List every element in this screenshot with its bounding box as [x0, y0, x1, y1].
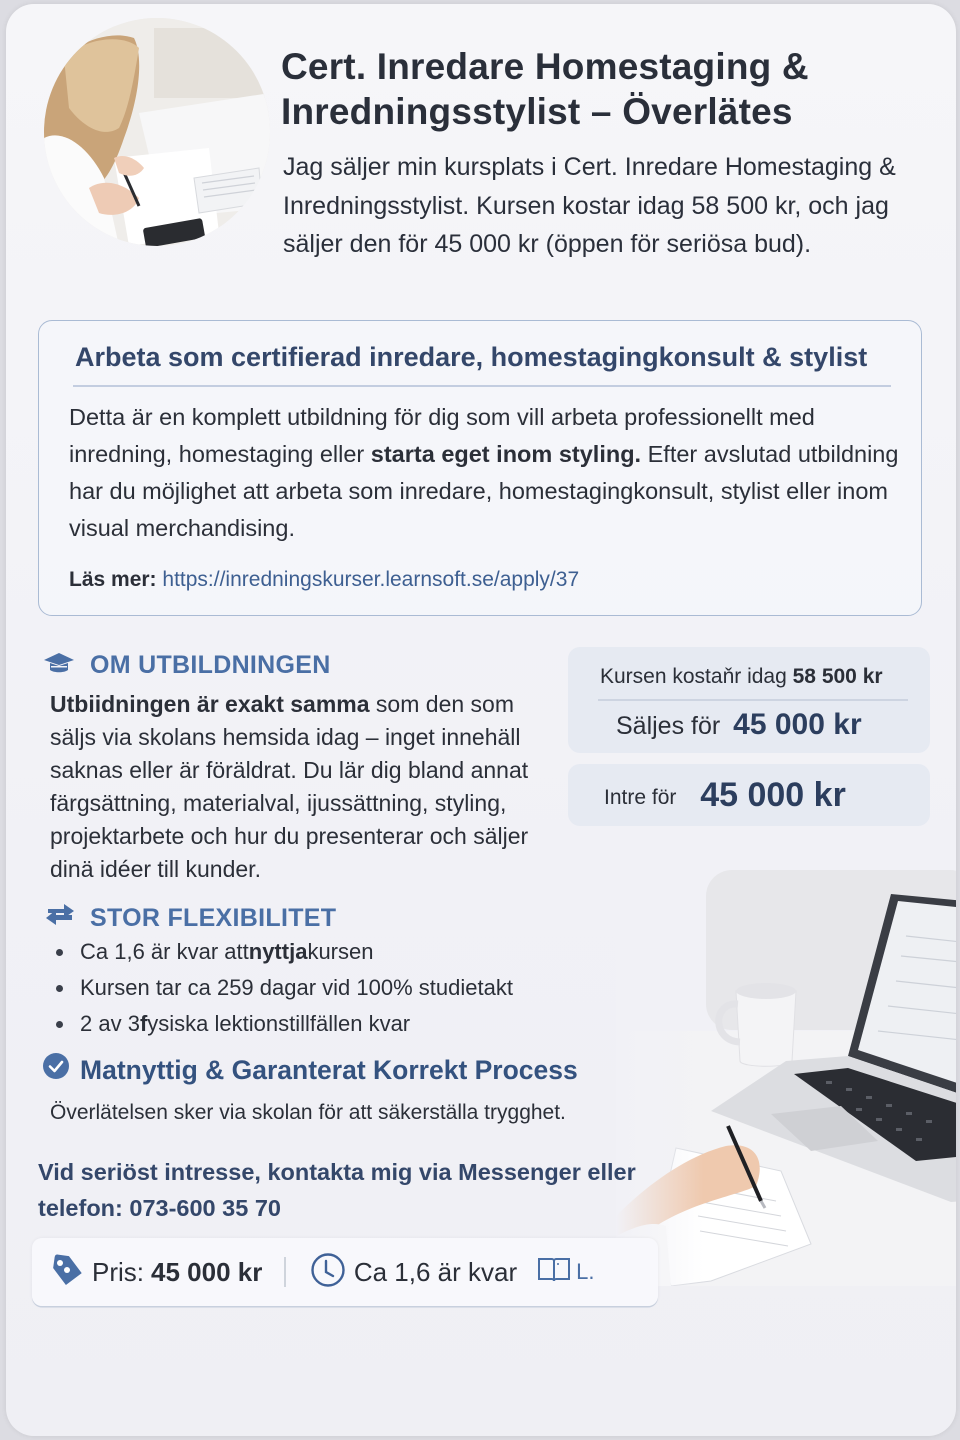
laptop-desk-photo: [616, 856, 956, 1286]
list-item-text: 2 av 3: [80, 1011, 140, 1036]
price-label: Pris:: [92, 1256, 144, 1287]
secondary-price-row: [604, 771, 846, 822]
list-item-text: kursen: [307, 939, 374, 964]
info-box-title: Arbeta som certifierad inredare, homestagingkonsult & stylist: [75, 342, 868, 372]
intro-text: Jag säljer min kursplats i Cert. Inredare Homestaging & Inredningsstylist. Kursen kostar idag 58 500 kr, och jag säljer den för 45 000 kr (öppen för seriösa bud).: [283, 153, 896, 258]
list-item-text: Kursen tar ca 259 dagar vid 100% studietakt: [80, 975, 513, 1000]
divider: [284, 1257, 286, 1287]
flexibility-list: [52, 934, 513, 1042]
listing-card: [6, 4, 956, 1436]
guarantee-heading: [42, 1052, 578, 1088]
about-body: [50, 688, 550, 886]
list-item: [52, 934, 513, 970]
contact-text: Vid seriöst intresse, kontakta mig via Messenger eller telefon: 073-600 35 70: [38, 1159, 636, 1221]
time-segment: [310, 1252, 517, 1293]
secondary-price-box: [568, 764, 930, 826]
check-circle-icon: [42, 1052, 70, 1088]
original-price-label: Kursen kostaňr idag: [600, 665, 787, 688]
bullet-icon: [56, 949, 63, 956]
read-more-link[interactable]: https://inredningskurser.learnsoft.se/apply/37: [162, 568, 580, 591]
bullet-icon: [56, 985, 63, 992]
price-summary-box: [568, 647, 930, 753]
list-item-text: ysiska lektionstillfällen kvar: [147, 1011, 411, 1036]
more-segment[interactable]: [537, 1256, 594, 1289]
secondary-price-value: 45 000 kr: [700, 776, 846, 814]
price-value: 45 000 kr: [151, 1256, 263, 1287]
list-item-bold: f: [139, 1011, 148, 1036]
divider: [598, 699, 908, 701]
price-segment: [50, 1253, 262, 1292]
sale-price-label: Säljes för: [616, 712, 721, 740]
graduation-cap-icon: [42, 650, 76, 680]
about-body-rest: som den som säljs via skolans hemsida idag – inget innehäll saknas eller är föräldrat. Du lär dig bland annat färgsättning, materialval, ijussättning, styling, projektarbete och hur du presenterar och säljer dinä idéer till kunder.: [50, 691, 529, 882]
bullet-icon: [56, 1021, 63, 1028]
divider: [73, 385, 891, 387]
about-heading: [42, 650, 331, 680]
about-heading-text: OM UTBILDNINGEN: [90, 651, 331, 679]
list-item: [52, 970, 513, 1006]
secondary-price-label: Intre för: [604, 786, 677, 809]
more-label[interactable]: L.: [576, 1259, 595, 1284]
original-price-row: [600, 663, 883, 691]
swap-arrows-icon: [44, 901, 76, 934]
open-book-icon: [537, 1256, 571, 1289]
avatar: [44, 18, 270, 246]
list-item-text: Ca 1,6 är kvar att: [80, 939, 249, 964]
info-body-pre: Detta är en komplett utbildning för dig som vill arbeta professionellt med inredning, homestaging eller: [69, 404, 815, 467]
flexibility-heading: [44, 901, 336, 934]
clock-icon: [310, 1252, 346, 1293]
info-box: [38, 320, 922, 616]
guarantee-heading-text: Matnyttig & Garanterat Korrekt Process: [80, 1055, 578, 1085]
woman-writing-photo-icon: [44, 18, 270, 246]
info-body-bold: starta eget inom styling.: [370, 441, 642, 467]
time-left: Ca 1,6 är kvar: [353, 1256, 518, 1287]
info-body-post: Efter avslutad utbildning har du möjlighet att arbeta som inredare, homestagingkonsult, stylist eller inom visual merchandising.: [69, 441, 899, 541]
price-tag-icon: [50, 1253, 84, 1292]
info-box-body: [69, 399, 899, 547]
read-more-row: [69, 566, 579, 594]
list-item: [52, 1006, 513, 1042]
flexibility-heading-text: STOR FLEXIBILITET: [90, 903, 337, 932]
summary-bar: [32, 1238, 658, 1306]
read-more-label: Läs mer:: [69, 568, 157, 591]
sale-price-row: [616, 705, 862, 746]
page-title: Cert. Inredare Homestaging & Inredningsstylist – Överlätes: [281, 46, 809, 132]
original-price-value: 58 500 kr: [792, 665, 883, 688]
guarantee-body: Överlätelsen sker via skolan för att säkerställa trygghet.: [50, 1101, 566, 1124]
about-body-bold: Utbiidningen är exakt samma: [50, 691, 370, 717]
sale-price-value: 45 000 kr: [733, 708, 862, 741]
list-item-bold: nyttja: [248, 939, 308, 964]
